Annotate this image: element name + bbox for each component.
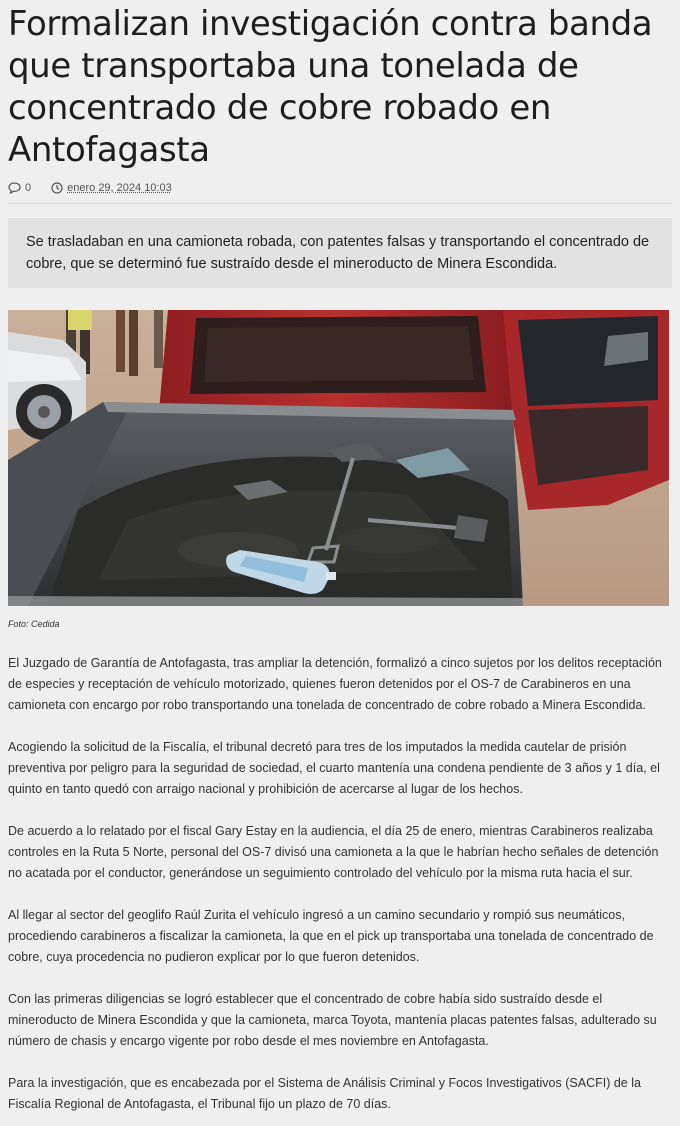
paragraph: De acuerdo a lo relatado por el fiscal Gary Estay en la audiencia, el día 25 de enero, mientras Carabineros realizaba controles en la Ruta 5 Norte, personal del OS-7 divisó una camioneta a la que le habrían hecho señales de detención no acatada por el conductor, generándose un seguimiento controlado del vehículo por la misma ruta hacia el sur. <box>8 824 659 880</box>
paragraph: Para la investigación, que es encabezada por el Sistema de Análisis Criminal y Focos Investigativos (SACFI) de la Fiscalía Regional de Antofagasta, el Tribunal fijo un plazo de 70 días. <box>8 1076 641 1111</box>
comments-count: 0 <box>25 181 32 194</box>
paragraph: El Juzgado de Garantía de Antofagasta, tras ampliar la detención, formalizó a cinco sujetos por los delitos receptación de especies y receptación de vehículo motorizado, quienes fueron detenidos por el OS-7 de Carabineros en una camioneta con encargo por robo transportando una tonelada de concentrado de cobre robado a Minera Escondida. <box>8 656 662 712</box>
date-text: enero 29, 2024 10:03 <box>67 181 172 194</box>
paragraph: Acogiendo la solicitud de la Fiscalía, el tribunal decretó para tres de los imputados la medida cautelar de prisión preventiva por peligro para la seguridad de sociedad, el cuarto mantenía una condena pendiente de 3 años y 1 día, el quinto en tanto quedó con arraigo nacional y prohibición de acercarse al lugar de los hechos. <box>8 740 660 796</box>
clock-icon <box>51 182 63 194</box>
article-title: Formalizan investigación contra banda que transportaba una tonelada de concentrado de cobre robado en Antofagasta <box>8 4 653 170</box>
article-photo <box>8 310 669 606</box>
paragraph: Con las primeras diligencias se logró establecer que el concentrado de cobre había sido sustraído desde el mineroducto de Minera Escondida y que la camioneta, marca Toyota, mantenía placas patentes falsas, adulterado su número de chasis y encargo vigente por robo desde el mes noviembre en Antofagasta. <box>8 992 657 1048</box>
article-body <box>8 653 672 1115</box>
publish-date <box>51 182 172 194</box>
article-lead: Se trasladaban en una camioneta robada, con patentes falsas y transportando el concentrado de cobre, que se determinó fue sustraído desde el mineroducto de Minera Escondida. <box>8 218 672 288</box>
speech-bubble-icon <box>8 182 21 194</box>
paragraph: Al llegar al sector del geoglifo Raúl Zurita el vehículo ingresó a un camino secundario y rompió sus neumáticos, procediendo carabineros a fiscalizar la camioneta, la que en el pick up transportaba una tonelada de concentrado de cobre, cuya procedencia no pudieron explicar por lo que fueron detenidos. <box>8 908 654 964</box>
article-meta <box>8 172 672 204</box>
photo-caption: Foto: Cedida <box>8 619 60 629</box>
comments-link[interactable] <box>8 182 31 194</box>
